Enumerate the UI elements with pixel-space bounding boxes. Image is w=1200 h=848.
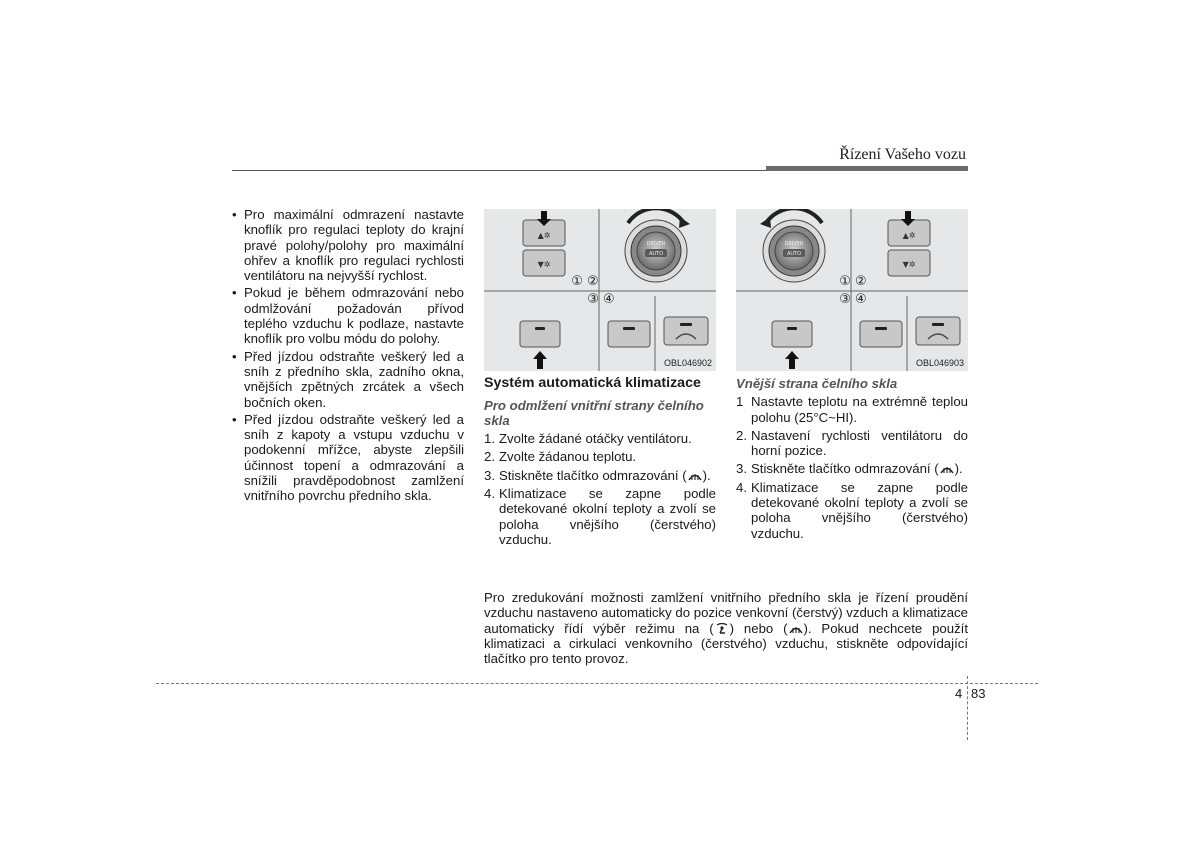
defrost-icon — [687, 470, 703, 482]
figure-climate-panel-left — [484, 209, 716, 371]
svg-text:▲✲: ▲✲ — [537, 231, 551, 240]
callout-1-2: ① ② — [571, 274, 599, 289]
recirculation-icon — [916, 317, 960, 345]
climate-panel-illustration — [484, 209, 716, 371]
defrost-icon — [860, 321, 902, 347]
figure-climate-panel-right — [736, 209, 968, 371]
recirculation-icon — [664, 317, 708, 345]
floor-defrost-icon — [772, 321, 812, 347]
figure-code: OBL046902 — [663, 358, 712, 368]
defrost-icon — [939, 463, 955, 475]
step-item: 4. Klimatizace se zapne podle detekované okolní teploty a zvolí se poloha vnějšího (čerstvého) vzduchu. — [484, 485, 716, 547]
svg-text:DRIVER: DRIVER — [784, 241, 804, 247]
step-item: 1. Zvolte žádané otáčky ventilátoru. — [484, 431, 692, 447]
defrost-icon — [788, 623, 804, 635]
fan-down-icon — [523, 250, 565, 276]
bullet-item: • Pro maximální odmrazení nastavte knoflík pro regulaci teploty do krajní pravé polohy/polohy pro maximální ohřev a knoflík pro regulaci rychlosti ventilátoru na nejvyšší rychlost. — [232, 207, 464, 283]
chapter-number: 4 — [955, 686, 963, 701]
left-column — [232, 207, 464, 506]
mode-knob — [763, 220, 825, 282]
fan-down-icon — [888, 250, 930, 276]
svg-text:▼✲: ▼✲ — [902, 260, 916, 269]
floor-defrost-icon — [520, 321, 560, 347]
callout-1-2: ① ② — [839, 274, 867, 289]
step-item: 4. Klimatizace se zapne podle detekované okolní teploty a zvolí se poloha vnějšího (čerstvého) vzduchu. — [736, 479, 968, 541]
bullet-item: • Před jízdou odstraňte veškerý led a sníh z kapoty a vstupu vzduchu v podokenní mřížce, abyste zlepšili účinnost topení a odmrazování a snížili pravděpodobnost zamlžení vnitřního povrchu předního skla. — [232, 412, 464, 504]
steps-list — [736, 394, 968, 541]
figure-code: OBL046903 — [915, 358, 964, 368]
bullet-item: • Pokud je během odmrazování nebo odmlžování požadován přívod teplého vzduchu k podlaze, nastavte knoflík pro volbu módu do polohy. — [232, 285, 464, 346]
page-header-title: Řízení Vašeho vozu — [839, 146, 966, 163]
right-column — [736, 376, 968, 544]
section-heading: Systém automatická klimatizace — [484, 375, 701, 391]
svg-text:AUTO: AUTO — [786, 251, 802, 257]
svg-text:▼✲: ▼✲ — [537, 260, 551, 269]
subheading: Vnější strana čelního skla — [736, 376, 898, 391]
bottom-paragraph: Pro zredukování možnosti zamlžení vnitřního předního skla je řízení proudění vzduchu nastaveno automaticky do pozice venkovní (čerstvý) vzduch a klimatizace automaticky řídí výběr režimu na ( ) nebo ( ). Pokud nechcete použít klimatizaci a cirkulaci venkovního (čerstvého) vzduchu, stiskněte odpovídající tlačítko pro tento provoz. — [484, 590, 968, 667]
step-item: 3. Stiskněte tlačítko odmrazování ( ). — [484, 467, 711, 483]
mode-knob — [625, 220, 687, 282]
middle-column — [484, 376, 716, 550]
subheading: Pro odmlžení vnitřní strany čelního skla — [484, 397, 704, 428]
climate-panel-illustration — [736, 209, 968, 371]
step-item: 3. Stiskněte tlačítko odmrazování ( ). — [736, 461, 963, 477]
step-item: 2. Zvolte žádanou teplotu. — [484, 449, 637, 465]
svg-text:▲✲: ▲✲ — [902, 231, 916, 240]
steps-list — [484, 431, 716, 547]
bullet-item: • Před jízdou odstraňte veškerý led a sníh z předního skla, zadního okna, vnějších zpětných zrcátek a všech bočních oken. — [232, 349, 464, 410]
header-accent-bar — [766, 166, 968, 171]
footer-rule — [156, 683, 1038, 684]
svg-text:AUTO: AUTO — [648, 251, 664, 257]
step-item: 2. Nastavení rychlosti ventilátoru do horní pozice. — [736, 427, 968, 459]
defrost-icon — [608, 321, 650, 347]
callout-3-4: ③ ④ — [839, 292, 867, 307]
callout-3-4: ③ ④ — [587, 292, 615, 307]
floor-defrost-icon — [714, 623, 730, 635]
svg-text:DRIVER: DRIVER — [646, 241, 666, 247]
page-number: 83 — [971, 686, 986, 701]
step-item: 1 Nastavte teplotu na extrémně teplou polohu (25°C~HI). — [736, 394, 968, 425]
footer-vertical-rule — [967, 676, 968, 740]
bullet-list — [232, 207, 464, 504]
